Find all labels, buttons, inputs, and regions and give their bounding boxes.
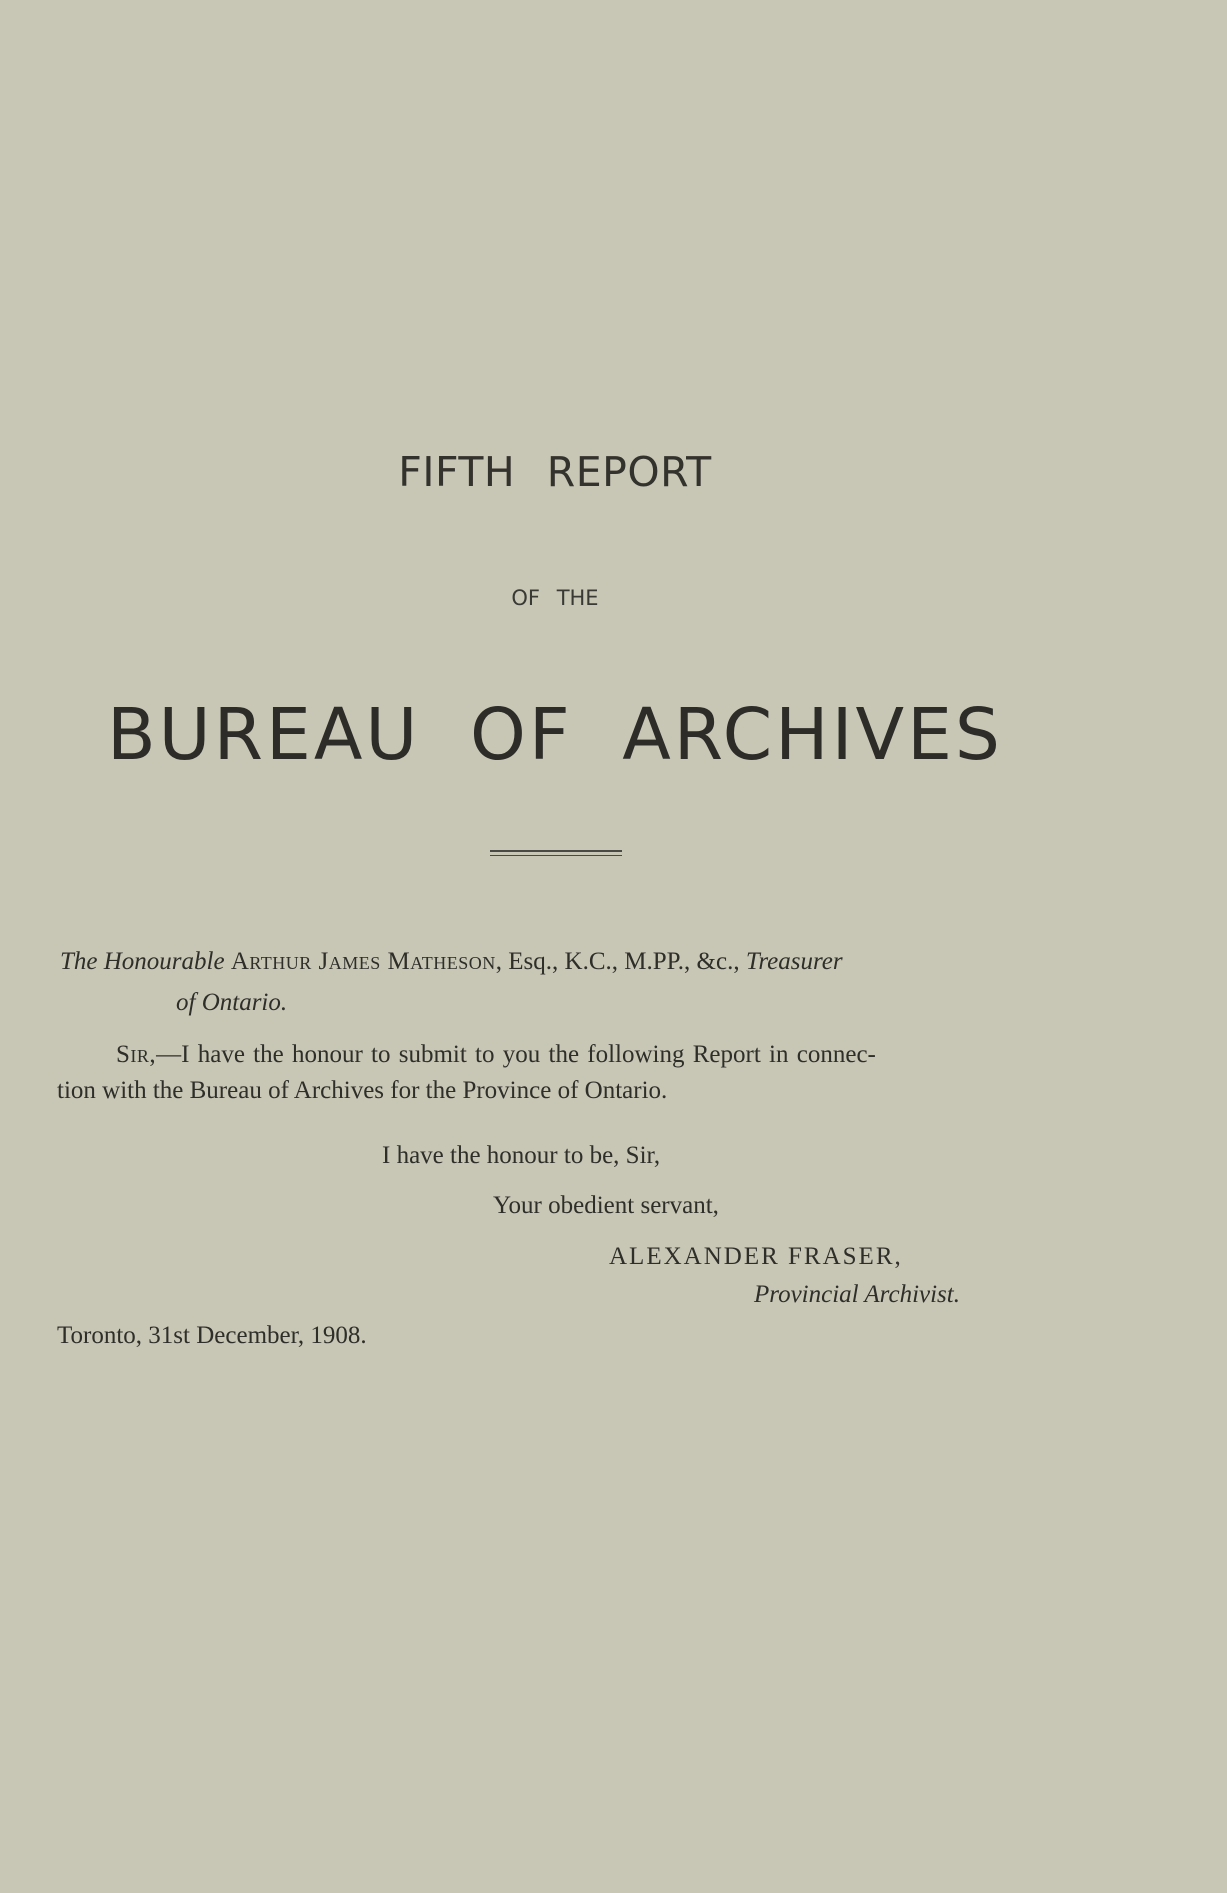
signature-name: ALEXANDER FRASER, [609,1243,903,1270]
letter-line-1 [116,1039,876,1071]
address-prefix: The Honourable [60,948,225,975]
report-subtitle: OF THE [511,586,599,610]
address-line-2: of Ontario. [176,989,288,1016]
address-line-1 [60,946,843,978]
dateline: Toronto, 31st December, 1908. [57,1322,367,1349]
addressee-honors: , Esq., K.C., M.PP., &c., [495,948,746,975]
double-rule-divider [490,850,622,857]
bureau-title: BUREAU OF ARCHIVES [106,693,1004,776]
addressee-name: Arthur James Matheson [230,948,496,975]
salutation: Sir, [116,1041,157,1068]
letter-line-2: tion with the Bureau of Archives for the Province of Ontario. [57,1077,668,1104]
closing-line-2: Your obedient servant, [493,1192,719,1219]
report-title: FIFTH REPORT [398,448,712,496]
letter-line-1-text: —I have the honour to submit to you the following Report in connec- [156,1041,876,1068]
signature-title: Provincial Archivist. [754,1281,960,1308]
addressee-office: Treasurer [745,948,843,975]
closing-line-1: I have the honour to be, Sir, [382,1142,661,1169]
